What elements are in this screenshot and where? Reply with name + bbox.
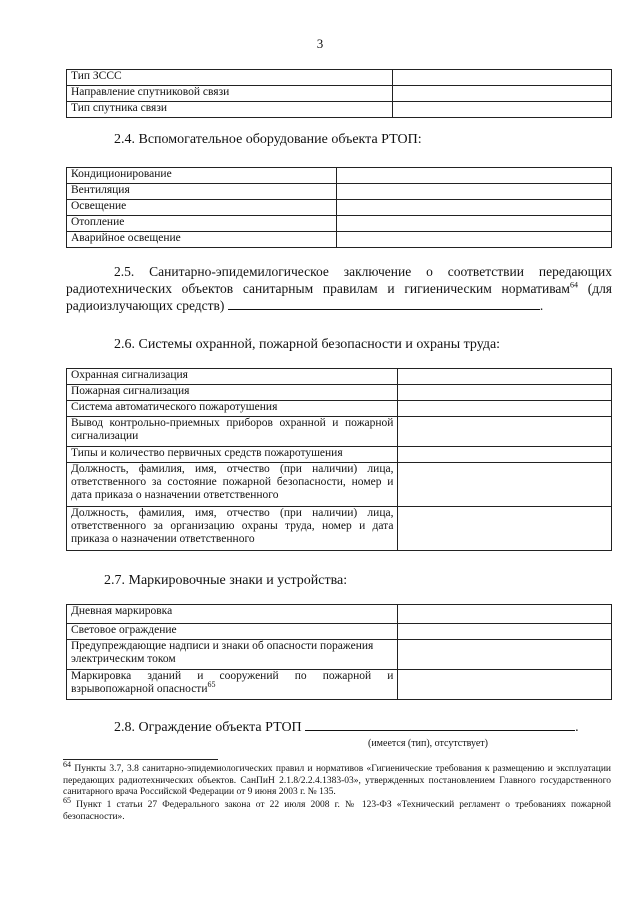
section-2-8-heading: 2.8. Ограждение объекта РТОП .: [114, 720, 579, 735]
satellite-table: [66, 69, 612, 118]
table-row-label: Освещение: [67, 200, 337, 216]
section-2-5-text-end: (для радиоизлучающих средств): [66, 281, 613, 313]
table-value-cell: [393, 102, 612, 118]
table-row-label: Пожарная сигнализация: [67, 385, 398, 401]
section-2-5-paragraph: 2.5. Санитарно-эпидемилогическое заключение о соответствии передающих радиотехнических объектов санитарным правилам и гигиеническим нормативам$^{64}$ (для радиоизлучающих средств) .: [66, 264, 613, 313]
table-row-label: Охранная сигнализация: [67, 369, 398, 385]
section-2-8-caption: (имеется (тип), отсутствует): [368, 738, 489, 749]
table-value-cell: [398, 670, 612, 700]
section-2-8-blank: [305, 718, 575, 731]
footnote-65: $^{65}$ Пункт 1 статьи 27 Федерального закона от 22 июля 2008 г. № 123-ФЗ «Технический регламент о требованиях пожарной безопасности».: [63, 795, 611, 822]
table-value-cell: [398, 605, 612, 624]
table-value-cell: [393, 86, 612, 102]
footnote-ref-65: 65: [207, 680, 216, 690]
table-row-label: Направление спутниковой связи: [67, 86, 393, 102]
table-value-cell: [398, 624, 612, 640]
table-value-cell: [336, 216, 611, 232]
table-row-label: Вывод контрольно-приемных приборов охранной и пожарной сигнализации: [67, 417, 398, 447]
security-systems-table: [66, 368, 612, 551]
table-value-cell: [336, 232, 611, 248]
section-2-4-heading: 2.4. Вспомогательное оборудование объекта РТОП:: [114, 132, 422, 147]
table-value-cell: [398, 417, 612, 447]
table-value-cell: [393, 70, 612, 86]
table-row-label: Кондиционирование: [67, 168, 337, 184]
table-value-cell: [336, 184, 611, 200]
section-2-5-text: 2.5. Санитарно-эпидемилогическое заключение о соответствии передающих радиотехнических объектов санитарным правилам и гигиеническим нормативам: [66, 264, 612, 296]
page-number: 3: [316, 36, 324, 51]
table-value-cell: [398, 401, 612, 417]
table-row-label: Тип спутника связи: [67, 102, 393, 118]
table-value-cell: [336, 200, 611, 216]
section-2-5-blank: [228, 297, 540, 310]
table-value-cell: [398, 447, 612, 463]
section-2-7-heading: 2.7. Маркировочные знаки и устройства:: [104, 573, 348, 588]
table-row-label: Должность, фамилия, имя, отчество (при наличии) лица, ответственного за организацию охраны труда, номер и дата приказа о назначении ответственного: [67, 507, 398, 551]
table-row-label: Тип ЗССС: [67, 70, 393, 86]
table-value-cell: [398, 385, 612, 401]
table-row-label: Вентиляция: [67, 184, 337, 200]
table-row-label: Маркировка зданий и сооружений по пожарной и взрывопожарной опасности$^{65}$: [67, 670, 398, 700]
table-value-cell: [336, 168, 611, 184]
table-row-label: Отопление: [67, 216, 337, 232]
table-value-cell: [398, 369, 612, 385]
table-row-label: Предупреждающие надписи и знаки об опасности поражения электрическим током: [67, 640, 398, 670]
auxiliary-equipment-table: [66, 167, 612, 248]
marking-table: [66, 604, 612, 700]
table-row-label: Дневная маркировка: [67, 605, 398, 624]
footnote-ref-64: 64: [569, 280, 578, 290]
table-value-cell: [398, 463, 612, 507]
table-row-label: Типы и количество первичных средств пожаротушения: [67, 447, 398, 463]
table-row-label: Аварийное освещение: [67, 232, 337, 248]
table-row-label: Должность, фамилия, имя, отчество (при наличии) лица, ответственного за состояние пожарной безопасности, номер и дата приказа о назначении ответственного: [67, 463, 398, 507]
footnote-divider: [63, 759, 218, 760]
table-value-cell: [398, 507, 612, 551]
table-row-label: Система автоматического пожаротушения: [67, 401, 398, 417]
section-2-6-heading: 2.6. Системы охранной, пожарной безопасности и охраны труда:: [114, 337, 501, 352]
footnote-64: $^{64}$ Пункты 3.7, 3.8 санитарно-эпидемиологических правил и нормативов «Гигиенические требования к размещению и эксплуатации передающих радиотехнических объектов. СанПиН 2.1.8/2.2.4.1383-03», утвержденных постановлением Главного государственного санитарного врача Российской Федерации от 9 июня 2003 г. № 135.: [63, 759, 612, 797]
table-row-label: Световое ограждение: [67, 624, 398, 640]
table-value-cell: [398, 640, 612, 670]
